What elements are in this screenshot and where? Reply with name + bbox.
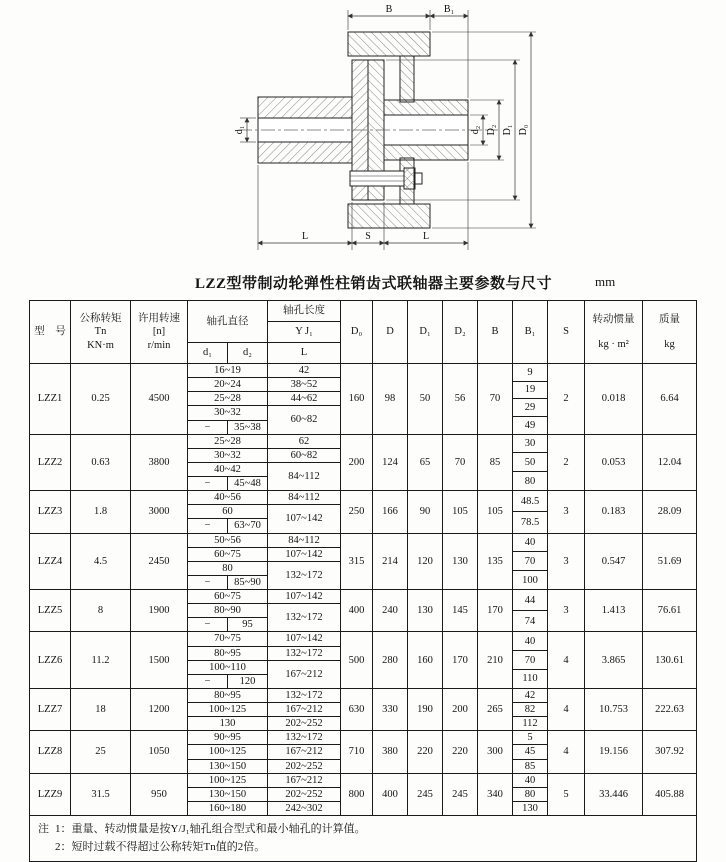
- cell-L: 62: [268, 434, 341, 448]
- cell-D1: 65: [408, 434, 443, 491]
- cell-D2: 145: [443, 590, 478, 632]
- cell-inertia: 1.413: [585, 590, 643, 632]
- cell-L: 84~112: [268, 533, 341, 547]
- cell-d1: −: [188, 674, 228, 688]
- col-S: S: [548, 301, 585, 364]
- cell-speed: 1050: [131, 731, 188, 773]
- cell-d2: 95: [228, 618, 268, 632]
- cell-S: 4: [548, 688, 585, 730]
- cell-D2: 130: [443, 533, 478, 590]
- cell-d2: 63~70: [228, 519, 268, 533]
- cell-bore: 130~150: [188, 787, 268, 801]
- cell-speed: 1200: [131, 688, 188, 730]
- b1-value: 112: [513, 716, 547, 730]
- cell-B1: [513, 434, 548, 491]
- b1-value: 80: [513, 787, 547, 801]
- cell-L: 38~52: [268, 378, 341, 392]
- cell-torque: 0.63: [71, 434, 131, 491]
- b1-value: 48.5: [520, 495, 540, 507]
- cell-bore: 70~75: [188, 632, 268, 646]
- drum-web-top: [400, 56, 414, 102]
- col-torque-line1: 公称转矩: [79, 313, 122, 325]
- cell-S: 3: [548, 533, 585, 590]
- cell-torque: 11.2: [71, 632, 131, 689]
- cell-B1: [513, 688, 548, 730]
- cell-B: 340: [478, 773, 513, 815]
- cell-bore: 50~56: [188, 533, 268, 547]
- cell-model: LZZ3: [30, 491, 71, 533]
- cell-D0: 800: [341, 773, 373, 815]
- cell-bore: 16~19: [188, 364, 268, 378]
- cell-torque: 1.8: [71, 491, 131, 533]
- cell-L: 42: [268, 364, 341, 378]
- b1-value: 5: [527, 732, 533, 744]
- cell-L: 167~212: [268, 773, 341, 787]
- cell-bore: 25~28: [188, 434, 268, 448]
- brake-drum-top-rim: [348, 32, 430, 56]
- col-L: L: [268, 343, 341, 364]
- cell-d2: 120: [228, 674, 268, 688]
- b1-value: 82: [513, 702, 547, 716]
- cell-inertia: 0.547: [585, 533, 643, 590]
- cell-D2: 220: [443, 731, 478, 773]
- page-title: LZZ型带制动轮弹性柱销齿式联轴器主要参数与尺寸: [195, 276, 553, 292]
- cell-d1: −: [188, 618, 228, 632]
- cell-inertia: 3.865: [585, 632, 643, 689]
- col-D0: D₀: [341, 301, 373, 364]
- cell-B1: [513, 632, 548, 689]
- cell-L: 107~142: [268, 632, 341, 646]
- b1-value: 49: [513, 416, 547, 434]
- col-bore-length: 轴孔长度: [268, 301, 341, 322]
- col-inertia-line1: 转动惯量: [592, 314, 635, 326]
- cell-speed: 3800: [131, 434, 188, 491]
- cell-bore: 60~75: [188, 590, 268, 604]
- cell-mass: 307.92: [643, 731, 697, 773]
- cell-speed: 1500: [131, 632, 188, 689]
- cell-inertia: 0.183: [585, 491, 643, 533]
- cell-D: 380: [373, 731, 408, 773]
- dim-label-D0: D₀: [518, 124, 529, 136]
- cell-D0: 160: [341, 364, 373, 435]
- cell-mass: 51.69: [643, 533, 697, 590]
- cell-B1: [513, 533, 548, 590]
- table-row: [30, 491, 697, 505]
- cell-L: 107~142: [268, 505, 341, 533]
- cell-L: 107~142: [268, 590, 341, 604]
- cell-d1: −: [188, 477, 228, 491]
- cell-model: LZZ1: [30, 364, 71, 435]
- dim-label-L-right: L: [422, 231, 430, 242]
- col-mass-line1: 质量: [659, 314, 680, 326]
- cell-mass: 222.63: [643, 688, 697, 730]
- cell-B: 135: [478, 533, 513, 590]
- cell-L: 84~112: [268, 462, 341, 490]
- dim-label-S: S: [365, 231, 371, 242]
- dim-label-d1: d₁: [234, 125, 245, 135]
- cell-L: 60~82: [268, 406, 341, 434]
- cell-S: 2: [548, 434, 585, 491]
- col-d1: d₁: [188, 343, 228, 364]
- cell-D2: 200: [443, 688, 478, 730]
- cell-D0: 315: [341, 533, 373, 590]
- cell-D: 214: [373, 533, 408, 590]
- col-D: D: [373, 301, 408, 364]
- cell-B1: [513, 731, 548, 773]
- cell-B1: [513, 773, 548, 815]
- cell-B: 70: [478, 364, 513, 435]
- cell-D0: 630: [341, 688, 373, 730]
- cell-D2: 245: [443, 773, 478, 815]
- cell-model: LZZ9: [30, 773, 71, 815]
- cell-S: 3: [548, 491, 585, 533]
- title-row: [0, 268, 726, 300]
- table-row: [30, 731, 697, 745]
- cell-bore: 90~95: [188, 731, 268, 745]
- cell-d1: −: [188, 575, 228, 589]
- cell-D1: 130: [408, 590, 443, 632]
- cell-bore: 30~32: [188, 448, 268, 462]
- cell-B: 170: [478, 590, 513, 632]
- col-inertia: [585, 301, 643, 364]
- cell-speed: 2450: [131, 533, 188, 590]
- cell-L: 107~142: [268, 547, 341, 561]
- dim-label-D2: D₂: [486, 124, 497, 136]
- table-row: [30, 816, 697, 862]
- col-mass-line2: kg: [664, 338, 675, 350]
- cell-torque: 25: [71, 731, 131, 773]
- elastic-pin: [350, 171, 404, 186]
- cell-d2: 35~38: [228, 420, 268, 434]
- cell-L: 242~302: [268, 801, 341, 815]
- cell-bore: 130~150: [188, 759, 268, 773]
- cell-model: LZZ7: [30, 688, 71, 730]
- cell-model: LZZ5: [30, 590, 71, 632]
- cell-bore: 100~110: [188, 660, 268, 674]
- cell-B: 105: [478, 491, 513, 533]
- cell-L: 202~252: [268, 717, 341, 731]
- cell-L: 132~172: [268, 731, 341, 745]
- coupling-drawing: [0, 0, 726, 268]
- cell-model: LZZ6: [30, 632, 71, 689]
- cell-D2: 56: [443, 364, 478, 435]
- cell-L: 167~212: [268, 745, 341, 759]
- b1-value: 100: [513, 570, 547, 589]
- b1-value: 85: [513, 759, 547, 773]
- table-body: [30, 364, 697, 862]
- cell-bore: 60~75: [188, 547, 268, 561]
- col-D2: D₂: [443, 301, 478, 364]
- cell-bore: 130: [188, 717, 268, 731]
- cell-model: LZZ4: [30, 533, 71, 590]
- b1-value: 74: [513, 610, 547, 631]
- cell-B1: [513, 364, 548, 435]
- spec-table: [29, 300, 697, 862]
- col-torque-line2: Tn: [94, 326, 107, 338]
- cell-L: 132~172: [268, 688, 341, 702]
- b1-value: 70: [513, 551, 547, 570]
- cell-d2: 45~48: [228, 477, 268, 491]
- table-row: [30, 364, 697, 378]
- cell-mass: 12.04: [643, 434, 697, 491]
- cell-D: 330: [373, 688, 408, 730]
- cell-D: 98: [373, 364, 408, 435]
- b1-value: 19: [513, 381, 547, 399]
- col-speed: [131, 301, 188, 364]
- cell-L: 167~212: [268, 660, 341, 688]
- col-torque-line3: KN·m: [87, 339, 114, 351]
- notes-cell: [30, 816, 697, 862]
- col-speed-line3: r/min: [147, 339, 171, 351]
- cell-L: 132~172: [268, 646, 341, 660]
- cell-bore: 40~56: [188, 491, 268, 505]
- cell-D1: 190: [408, 688, 443, 730]
- cell-D: 400: [373, 773, 408, 815]
- cell-S: 4: [548, 632, 585, 689]
- pin-nut: [404, 168, 415, 189]
- b1-value: 30: [524, 437, 536, 449]
- cell-D: 124: [373, 434, 408, 491]
- cell-D0: 250: [341, 491, 373, 533]
- cell-mass: 405.88: [643, 773, 697, 815]
- cell-speed: 3000: [131, 491, 188, 533]
- b1-value: 50: [513, 452, 547, 471]
- col-YJ1: Y J₁: [268, 322, 341, 343]
- cell-S: 5: [548, 773, 585, 815]
- cell-bore: 40~42: [188, 462, 268, 476]
- cell-S: 3: [548, 590, 585, 632]
- unit-label: mm: [595, 274, 616, 289]
- b1-value: 45: [513, 744, 547, 758]
- cell-L: 202~252: [268, 759, 341, 773]
- cell-speed: 1900: [131, 590, 188, 632]
- cell-D1: 245: [408, 773, 443, 815]
- cell-L: 44~62: [268, 392, 341, 406]
- col-B1: B₁: [513, 301, 548, 364]
- cell-L: 60~82: [268, 448, 341, 462]
- col-D1: D₁: [408, 301, 443, 364]
- cell-inertia: 33.446: [585, 773, 643, 815]
- b1-value: 110: [513, 669, 547, 688]
- table-row: [30, 590, 697, 604]
- note-line-2: 2：短时过载不得超过公称转矩Tn值的2倍。: [55, 840, 266, 853]
- cell-B: 85: [478, 434, 513, 491]
- cell-D1: 220: [408, 731, 443, 773]
- col-B: B: [478, 301, 513, 364]
- dim-label-B: B: [385, 4, 393, 15]
- cell-inertia: 0.053: [585, 434, 643, 491]
- cell-bore: 80~90: [188, 604, 268, 618]
- b1-value: 44: [524, 594, 536, 606]
- cell-bore: 20~24: [188, 378, 268, 392]
- cell-D1: 120: [408, 533, 443, 590]
- cell-mass: 130.61: [643, 632, 697, 689]
- cell-bore: 25~28: [188, 392, 268, 406]
- cell-bore: 60: [188, 505, 268, 519]
- cell-S: 4: [548, 731, 585, 773]
- dim-label-B1: B₁: [443, 4, 455, 15]
- col-mass: [643, 301, 697, 364]
- cell-bore: 100~125: [188, 773, 268, 787]
- table-row: [30, 632, 697, 646]
- col-d2: d₂: [228, 343, 268, 364]
- b1-value: 40: [524, 635, 536, 647]
- col-speed-line1: 许用转速: [138, 313, 180, 325]
- cell-model: LZZ8: [30, 731, 71, 773]
- b1-value: 80: [513, 471, 547, 490]
- b1-value: 130: [513, 801, 547, 815]
- cell-torque: 31.5: [71, 773, 131, 815]
- cell-bore: 30~32: [188, 406, 268, 420]
- cell-B1: [513, 590, 548, 632]
- header-row: [30, 301, 697, 322]
- dim-label-D1: D₁: [502, 124, 513, 136]
- col-inertia-line2: kg · m²: [598, 338, 629, 350]
- cell-bore: 80~95: [188, 646, 268, 660]
- cell-D1: 160: [408, 632, 443, 689]
- cell-torque: 4.5: [71, 533, 131, 590]
- cell-speed: 950: [131, 773, 188, 815]
- cell-D0: 500: [341, 632, 373, 689]
- col-speed-line2: [n]: [152, 326, 166, 338]
- cell-inertia: 0.018: [585, 364, 643, 435]
- cell-d1: −: [188, 519, 228, 533]
- cell-D2: 105: [443, 491, 478, 533]
- cell-model: LZZ2: [30, 434, 71, 491]
- cell-D: 280: [373, 632, 408, 689]
- cell-bore: 100~125: [188, 745, 268, 759]
- dim-label-d2: d₂: [470, 125, 481, 135]
- cell-D2: 170: [443, 632, 478, 689]
- cell-D0: 200: [341, 434, 373, 491]
- cell-L: 167~212: [268, 703, 341, 717]
- cell-D1: 90: [408, 491, 443, 533]
- dim-label-L-left: L: [301, 231, 309, 242]
- pin-tail: [415, 173, 422, 184]
- cell-inertia: 19.156: [585, 731, 643, 773]
- note-label: 注: [38, 823, 49, 835]
- cell-D0: 710: [341, 731, 373, 773]
- col-torque: [71, 301, 131, 364]
- col-bore-diameter: 轴孔直径: [188, 301, 268, 343]
- cell-D: 166: [373, 491, 408, 533]
- cell-d1: −: [188, 420, 228, 434]
- cell-B: 300: [478, 731, 513, 773]
- cell-bore: 160~180: [188, 801, 268, 815]
- cell-torque: 8: [71, 590, 131, 632]
- cell-D2: 70: [443, 434, 478, 491]
- cell-mass: 76.61: [643, 590, 697, 632]
- b1-value: 9: [527, 366, 533, 378]
- cell-B1: [513, 491, 548, 533]
- cell-bore: 80: [188, 561, 268, 575]
- table-row: [30, 773, 697, 787]
- cell-B: 265: [478, 688, 513, 730]
- coupling-cross-section: [0, 0, 726, 268]
- cell-L: 84~112: [268, 491, 341, 505]
- cell-D0: 400: [341, 590, 373, 632]
- note-line-1: 1：重量、转动惯量是按Y/J₁轴孔组合型式和最小轴孔的计算值。: [55, 823, 366, 835]
- cell-bore: 100~125: [188, 703, 268, 717]
- cell-D: 240: [373, 590, 408, 632]
- cell-inertia: 10.753: [585, 688, 643, 730]
- b1-value: 40: [524, 536, 536, 548]
- cell-d2: 85~90: [228, 575, 268, 589]
- table-row: [30, 434, 697, 448]
- cell-mass: 28.09: [643, 491, 697, 533]
- cell-L: 132~172: [268, 604, 341, 632]
- b1-value: 42: [524, 689, 536, 701]
- b1-value: 70: [513, 650, 547, 669]
- table-header: [30, 301, 697, 364]
- cell-speed: 4500: [131, 364, 188, 435]
- cell-D1: 50: [408, 364, 443, 435]
- cell-bore: 80~95: [188, 688, 268, 702]
- cell-S: 2: [548, 364, 585, 435]
- b1-value: 29: [513, 398, 547, 416]
- b1-value: 40: [524, 774, 536, 786]
- table-row: [30, 533, 697, 547]
- cell-L: 202~252: [268, 787, 341, 801]
- col-model: 型 号: [30, 301, 71, 364]
- brake-drum-bottom-rim: [348, 204, 430, 228]
- table-row: [30, 688, 697, 702]
- b1-value: 78.5: [513, 511, 547, 532]
- cell-L: 132~172: [268, 561, 341, 589]
- cell-mass: 6.64: [643, 364, 697, 435]
- cell-torque: 0.25: [71, 364, 131, 435]
- cell-B: 210: [478, 632, 513, 689]
- cell-torque: 18: [71, 688, 131, 730]
